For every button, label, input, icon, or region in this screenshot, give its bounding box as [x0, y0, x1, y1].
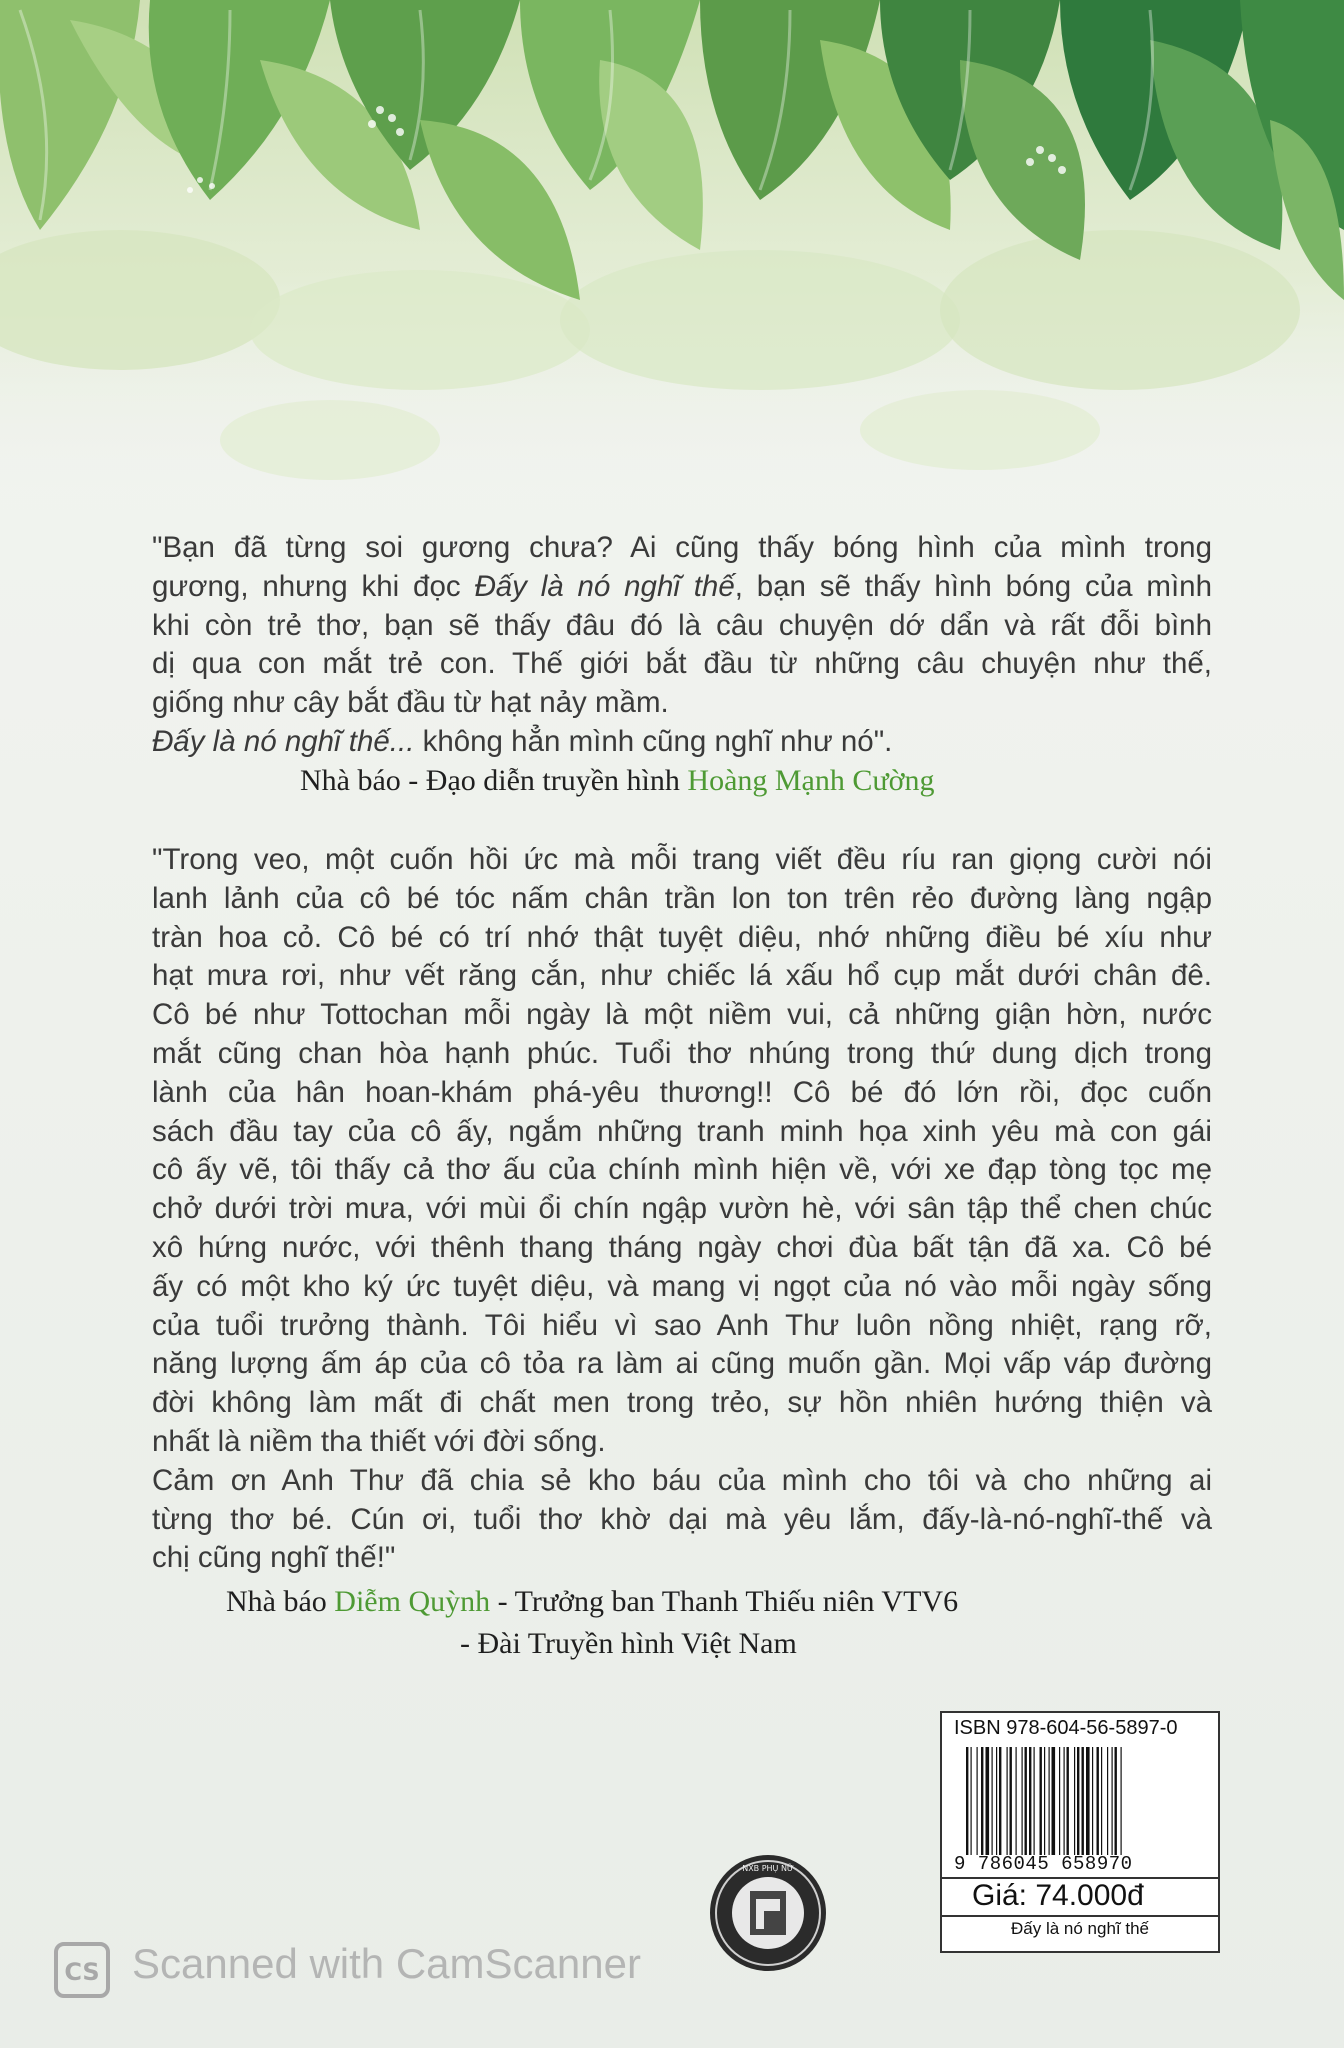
attribution-2-name: Diễm Quỳnh — [334, 1585, 491, 1618]
quote-2-line: nhất là niềm tha thiết với đời sống. — [152, 1424, 606, 1458]
quote-2-line: ấy có một kho ký ức tuyệt diệu, và mang vị ngọt của nó vào mỗi ngày sống — [152, 1269, 1212, 1303]
quote-2-line: mắt cũng chan hòa hạnh phúc. Tuổi thơ nhúng trong thứ dung dịch trong — [152, 1036, 1212, 1070]
quote-2-line: lành của hân hoan-khám phá-yêu thương!! Cô bé đó lớn rồi, đọc cuốn — [152, 1075, 1212, 1109]
quote-2-line: chị cũng nghĩ thế!" — [152, 1541, 396, 1575]
book-title-italic: Đấy là nó nghĩ thế — [474, 569, 735, 603]
quote-1-line: khi còn trẻ thơ, bạn sẽ thấy đâu đó là câu chuyện dớ dẩn và rất đỗi bình — [152, 608, 1212, 642]
quote-2-line: chở dưới trời mưa, với mùi ổi chín ngập vườn hè, với sân tập thể chen chúc — [152, 1192, 1212, 1226]
quote-1-line — [152, 723, 1212, 762]
publisher-logo-seal — [708, 1853, 828, 1973]
price-label: Giá: 74.000đ — [972, 1879, 1144, 1912]
quote-1-line — [152, 568, 1212, 607]
quote-2-line: đời không làm mất đi chất men trong trẻo, sự hồn nhiên hướng thiện và — [152, 1386, 1212, 1420]
quote-2-line: tràn hoa cỏ. Cô bé có trí nhớ thật tuyệt diệu, nhớ những điều bé xíu như — [152, 920, 1212, 954]
attribution-2-role: - Trưởng ban Thanh Thiếu niên VTV6 — [490, 1585, 959, 1618]
quote-2-line: Cảm ơn Anh Thư đã chia sẻ kho báu của mình cho tôi và cho những ai — [152, 1463, 1212, 1497]
camscanner-icon — [54, 1942, 110, 1998]
book-title-label: Đấy là nó nghĩ thế — [1011, 1919, 1149, 1938]
quote-2-line: từng thơ bé. Cún ơi, tuổi thơ khờ dại mà yêu lắm, đấy-là-nó-nghĩ-thế và — [152, 1502, 1212, 1536]
isbn-label: ISBN 978-604-56-5897-0 — [954, 1717, 1178, 1739]
svg-text:NXB PHỤ NỮ: NXB PHỤ NỮ — [742, 1864, 794, 1873]
scanner-watermark: Scanned with CamScanner — [132, 1940, 641, 1987]
quote-1-text: gương, nhưng khi đọc — [152, 569, 475, 603]
quote-2-line: xô hứng nước, với thênh thang tháng ngày chơi đùa bất tận đã xa. Cô bé — [152, 1230, 1212, 1264]
book-title-italic: Đấy là nó nghĩ thế... — [152, 724, 415, 758]
barcode-digits: 9 786045 658970 — [954, 1853, 1133, 1875]
quote-1-line: "Bạn đã từng soi gương chưa? Ai cũng thấy bóng hình của mình trong — [152, 531, 1212, 564]
quote-1 — [152, 529, 1212, 762]
quote-1-text: , bạn sẽ thấy hình bóng của mình — [734, 569, 1212, 603]
quote-2-line: cô ấy vẽ, tôi thấy cả thơ ấu của chính mình hiện về, với xe đạp tòng tọc mẹ — [152, 1153, 1212, 1187]
quote-1-text: không hẳn mình cũng nghĩ như nó". — [414, 724, 893, 758]
attribution-1-name: Hoàng Mạnh Cường — [687, 764, 935, 797]
quote-1-line: dị qua con mắt trẻ con. Thế giới bắt đầu từ những câu chuyện như thế, — [152, 647, 1212, 681]
quote-2 — [152, 841, 1212, 1578]
attribution-2-line-2: - Đài Truyền hình Việt Nam — [460, 1627, 797, 1660]
isbn-barcode-box — [940, 1711, 1220, 1953]
quote-2-line: sách đầu tay của cô ấy, ngắm những tranh minh họa xinh yêu mà con gái — [152, 1114, 1212, 1148]
leaf-canopy-illustration — [0, 0, 1344, 500]
attribution-1-role: Nhà báo - Đạo diễn truyền hình — [300, 764, 688, 797]
price-row — [942, 1877, 1218, 1917]
attribution-1 — [300, 764, 935, 798]
quote-2-line: năng lượng ấm áp của cô tỏa ra làm ai cũng muốn gần. Mọi vấp váp đường — [152, 1347, 1212, 1381]
quote-2-line: lanh lảnh của cô bé tóc nấm chân trần lon ton trên rẻo đường làng ngập — [152, 881, 1212, 915]
quote-2-line: "Trong veo, một cuốn hồi ức mà mỗi trang viết đều ríu ran giọng cười nói — [152, 843, 1212, 876]
quote-2-line: Cô bé như Tottochan mỗi ngày là một niềm vui, cả những giận hờn, nước — [152, 998, 1212, 1032]
attribution-2 — [226, 1585, 958, 1619]
svg-text:CS: CS — [64, 1958, 100, 1986]
barcode-icon — [962, 1747, 1202, 1855]
attribution-2-prefix: Nhà báo — [226, 1585, 335, 1618]
quote-2-line: của tuổi trưởng thành. Tôi hiểu vì sao Anh Thư luôn nồng nhiệt, rạng rỡ, — [152, 1308, 1212, 1342]
quote-1-line: giống như cây bắt đầu từ hạt nảy mầm. — [152, 686, 669, 720]
quote-2-line: hạt mưa rơi, như vết răng cắn, như chiếc lá xấu hổ cụp mắt dưới chân đê. — [152, 959, 1212, 993]
